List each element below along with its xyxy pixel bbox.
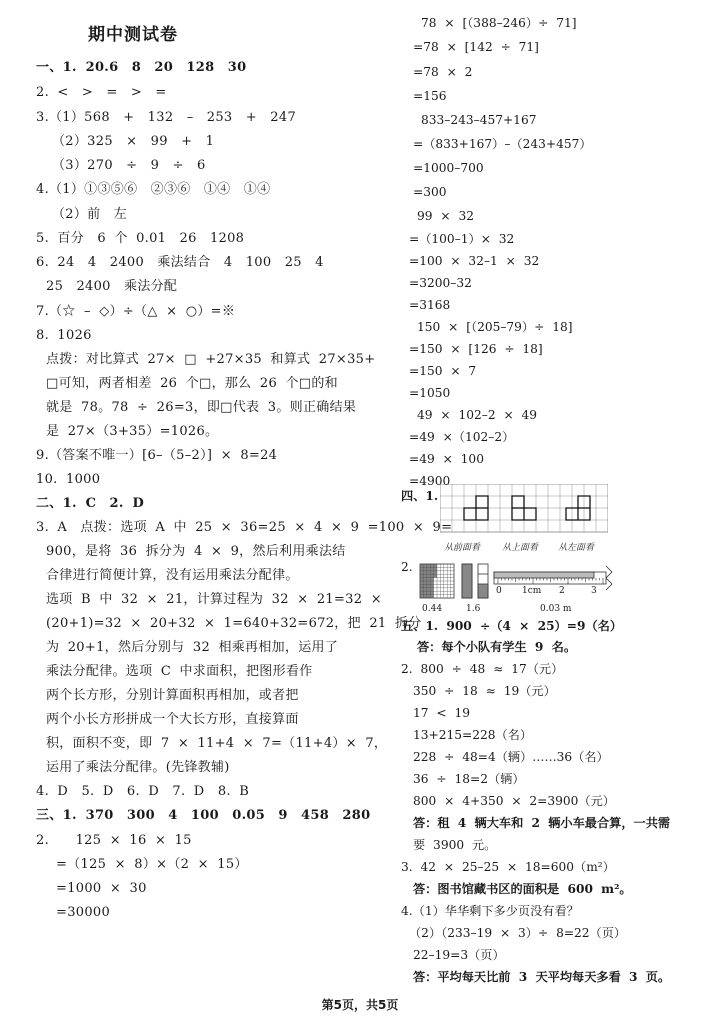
- answer-line: =49 ×（102–2）: [409, 430, 515, 444]
- answer-line: 五、1. 900 ÷（4 × 25）=9（名）: [401, 619, 623, 633]
- answer-line: 350 ÷ 18 ≈ 19（元）: [413, 684, 556, 698]
- ruler-tick-label: 2: [559, 586, 565, 596]
- measures-drawing: [418, 562, 628, 602]
- answer-line: 25 2400 乘法分配: [46, 279, 178, 294]
- answer-line: =3168: [409, 298, 451, 312]
- answer-line: 四、1.: [401, 489, 439, 503]
- answer-line: =150 × 7: [409, 364, 477, 378]
- answer-line: 5. 百分 6 个 0.01 26 1208: [36, 231, 245, 246]
- answer-line: □可知，两者相差 26 个□，那么 26 个□的和: [46, 376, 338, 391]
- answer-line: 三、1. 370 300 4 100 0.05 9 458 280: [36, 808, 371, 823]
- answer-line: 答：每个小队有学生 9 名。: [417, 640, 577, 654]
- answer-line: =1050: [409, 386, 451, 400]
- answer-line: 13+215=228（名）: [413, 728, 533, 742]
- answer-line: 8. 1026: [36, 328, 92, 343]
- answer-line: （3）270 ÷ 9 ÷ 6: [52, 158, 206, 173]
- answer-line: =30000: [56, 905, 111, 920]
- answer-line: 二、1. C 2. D: [36, 496, 145, 511]
- top-view-label: 从上面看: [502, 543, 539, 553]
- answer-line: =156: [413, 89, 447, 103]
- answer-line: （2）前 左: [52, 207, 128, 222]
- answer-line: 7.（☆ – ◇）÷（△ × ○）=※: [36, 304, 236, 319]
- ruler-value: 0.03 m: [540, 604, 572, 614]
- ruler-tick-label: 3: [591, 586, 597, 596]
- answer-line: 答：租 4 辆大车和 2 辆小车最合算，一共需: [413, 816, 671, 830]
- value-bars: [462, 564, 488, 598]
- answer-line: 2. < > = > =: [36, 85, 167, 100]
- answer-line: 800 × 4+350 × 2=3900（元）: [413, 794, 615, 808]
- front-view-label: 从前面看: [444, 543, 481, 553]
- answer-line: 就是 78。78 ÷ 26=3，即□代表 3。则正确结果: [46, 400, 357, 415]
- page-title: 期中测试卷: [88, 25, 178, 45]
- answer-line: 乘法分配律。选项 C 中求面积，把图形看作: [46, 664, 313, 679]
- answer-line: =300: [413, 185, 447, 199]
- answer-line: 运用了乘法分配律。(先锋教辅): [46, 760, 230, 775]
- answer-line: 900，是将 36 拆分为 4 × 9，然后利用乘法结: [46, 544, 346, 559]
- bar-value: 1.6: [466, 604, 481, 614]
- answer-line: =（833+167）–（243+457）: [413, 137, 592, 151]
- answer-line: 2. 125 × 16 × 15: [36, 833, 192, 848]
- hundred-grid: [420, 564, 454, 598]
- answer-line: 2. 800 ÷ 48 ≈ 17（元）: [401, 662, 564, 676]
- answer-line: 为 20+1，然后分别与 32 相乘再相加，运用了: [46, 640, 339, 655]
- answer-line: 答：平均每天比前 3 天平均每天多看 3 页。: [413, 970, 671, 984]
- answer-line: 两个长方形，分别计算面积再相加，或者把: [46, 688, 299, 703]
- answer-line: 4.（1）①③⑤⑥ ②③⑥ ①④ ①④: [36, 182, 271, 197]
- answer-line: =100 × 32–1 × 32: [409, 254, 540, 268]
- answer-line: (20+1)=32 × 20+32 × 1=640+32=672，把 21 拆分: [46, 616, 422, 631]
- answer-line: =（125 × 8）×（2 × 15）: [56, 857, 248, 872]
- grid-value: 0.44: [422, 604, 443, 614]
- ruler-tick-label: 1cm: [522, 586, 542, 596]
- answer-line: 2.: [401, 560, 413, 574]
- answer-line: =1000 × 30: [56, 881, 147, 896]
- answer-line: =（100–1）× 32: [409, 232, 515, 246]
- answer-line: 36 ÷ 18=2（辆）: [413, 772, 525, 786]
- answer-line: =78 × [142 ÷ 71]: [413, 40, 539, 54]
- answer-line: 点拨：对比算式 27× □ +27×35 和算式 27×35+: [46, 352, 376, 367]
- answer-line: =150 × [126 ÷ 18]: [409, 342, 543, 356]
- answer-line: 3. A 点拨：选项 A 中 25 × 36=25 × 4 × 9 =100 × 9=: [36, 520, 453, 535]
- answer-line: （2）325 × 99 + 1: [52, 134, 215, 149]
- answer-line: =4900: [409, 474, 451, 488]
- three-views-grid: [440, 484, 608, 536]
- answer-line: =1000–700: [413, 161, 484, 175]
- ruler-tick-label: 0: [496, 586, 502, 596]
- answer-line: 9.（答案不唯一）[6–（5–2）] × 8=24: [36, 448, 278, 463]
- answer-line: 6. 24 4 2400 乘法结合 4 100 25 4: [36, 255, 324, 270]
- left-view-label: 从左面看: [558, 543, 595, 553]
- answer-line: 228 ÷ 48=4（辆）……36（名）: [413, 750, 609, 764]
- answer-line: 78 × [（388–246）÷ 71]: [421, 16, 577, 30]
- answer-line: =49 × 100: [409, 452, 484, 466]
- answer-line: （2）（233–19 × 3）÷ 8=22（页）: [409, 926, 627, 940]
- answer-line: 选项 B 中 32 × 21，计算过程为 32 × 21=32 ×: [46, 592, 382, 607]
- answer-line: 10. 1000: [36, 472, 101, 487]
- answer-line: 一、1. 20.6 8 20 128 30: [36, 60, 247, 75]
- answer-line: 合律进行简便计算，没有运用乘法分配律。: [46, 568, 299, 583]
- answer-line: 两个小长方形拼成一个大长方形，直接算面: [46, 712, 299, 727]
- answer-line: 49 × 102–2 × 49: [417, 408, 538, 422]
- answer-line: 99 × 32: [417, 209, 474, 223]
- answer-line: 4. D 5. D 6. D 7. D 8. B: [36, 784, 250, 799]
- answer-line: 答：图书馆藏书区的面积是 600 m²。: [413, 882, 632, 896]
- answer-line: 4.（1）华华剩下多少页没有看？: [401, 904, 579, 918]
- answer-line: 17 < 19: [413, 706, 470, 720]
- answer-line: 150 × [（205–79）÷ 18]: [417, 320, 573, 334]
- answer-line: 3.（1）568 + 132 – 253 + 247: [36, 110, 297, 125]
- answer-line: =78 × 2: [413, 65, 473, 79]
- answer-line: 要 3900 元。: [413, 838, 497, 852]
- answer-line: 22–19=3（页）: [413, 948, 505, 962]
- answer-line: 833–243–457+167: [421, 113, 537, 127]
- page-footer: 第5页，共5页: [321, 998, 399, 1012]
- answer-line: 积，面积不变，即 7 × 11+4 × 7=（11+4）× 7，: [46, 736, 388, 751]
- answer-line: 是 27×（3+35）=1026。: [46, 424, 219, 439]
- answer-line: =3200–32: [409, 276, 472, 290]
- answer-line: 3. 42 × 25–25 × 18=600（m²）: [401, 860, 615, 874]
